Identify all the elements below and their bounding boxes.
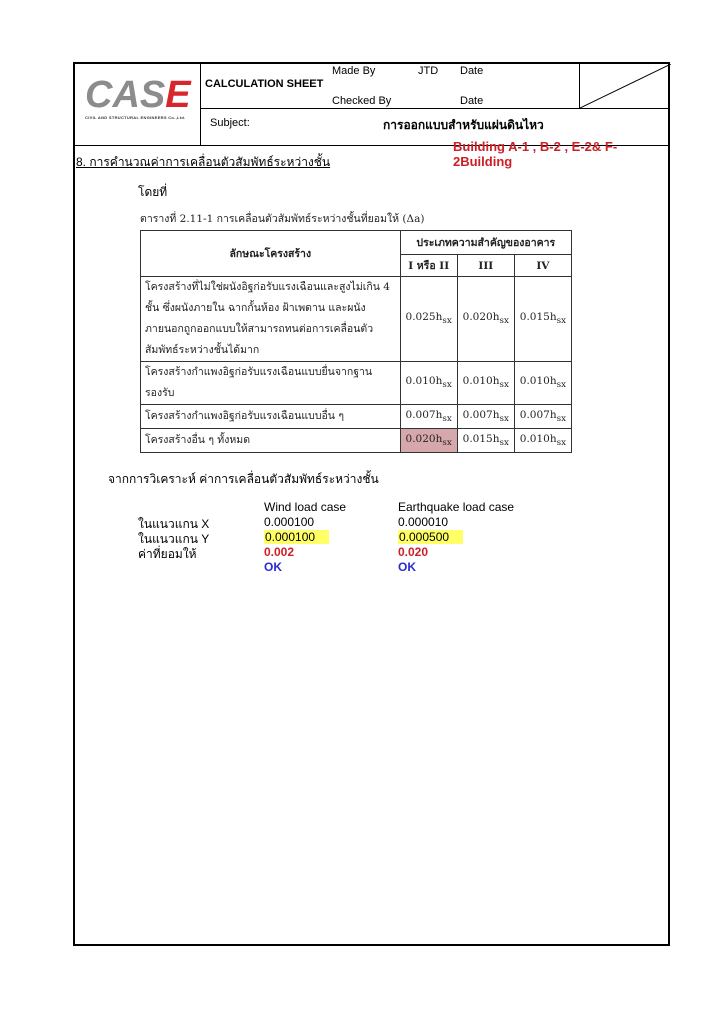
logo-subtitle: CIVIL AND STRUCTURAL ENGINEERS Co.,Ltd. bbox=[85, 115, 186, 120]
col-header-wind: Wind load case bbox=[264, 500, 347, 514]
building-title: Building A-1 , B-2 , E-2& F-2Building bbox=[453, 139, 618, 169]
allowable-wind: 0.002 bbox=[264, 545, 295, 559]
check-wind: OK bbox=[264, 560, 282, 574]
row-desc: โครงสร้างกำแพงอิฐก่อรับแรงเฉือนแบบยื่นจากฐานรองรับ bbox=[141, 362, 401, 405]
row-desc: โครงสร้างที่ไม่ใช่ผนังอิฐก่อรับแรงเฉือนและสูงไม่เกิน 4 ชั้น ซึ่งผนังภายใน ฉากกั้นห้อง ฝ้าเพดาน และผนังภายนอกถูกออกแบบให้สามารถทนต่อการเคลื่อนตัวสัมพัทธ์ระหว่างชั้นได้มาก bbox=[141, 277, 401, 362]
cell-value: $0.007h_{sx}$ bbox=[457, 405, 514, 429]
section-title: 8. การคำนวณค่าการเคลื่อนตัวสัมพัทธ์ระหว่างชั้น bbox=[76, 155, 331, 169]
col-header-earthquake: Earthquake load case bbox=[398, 500, 515, 514]
col-header-cat-2: III bbox=[457, 255, 514, 277]
table-caption: ตารางที่ 2.11-1 การเคลื่อนตัวสัมพัทธ์ระหว่างชั้นที่ยอมให้ (Δa) bbox=[140, 213, 425, 225]
header-divider-horizontal bbox=[200, 108, 670, 109]
diagonal-slash-mark bbox=[580, 64, 671, 108]
logo-text-main: CAS bbox=[85, 74, 166, 116]
col-header-cat-3: IV bbox=[514, 255, 571, 277]
row-y-eq: 0.000500 bbox=[398, 530, 463, 544]
row-x-wind: 0.000100 bbox=[264, 515, 315, 529]
made-by-label: Made By bbox=[332, 65, 376, 77]
logo-text-accent: E bbox=[165, 74, 191, 116]
cell-value: $0.025h_{sx}$ bbox=[400, 277, 457, 362]
analysis-intro: จากการวิเคราะห์ ค่าการเคลื่อนตัวสัมพัทธ์ระหว่างชั้น bbox=[108, 472, 379, 486]
made-by-value: JTD bbox=[418, 65, 439, 77]
table-row bbox=[141, 429, 572, 453]
cell-value-highlighted: $0.020h_{sx}$ bbox=[400, 429, 457, 453]
cell-value: $0.010h_{sx}$ bbox=[514, 429, 571, 453]
header-divider-logo bbox=[200, 64, 201, 145]
col-header-structure: ลักษณะโครงสร้าง bbox=[141, 231, 401, 277]
cell-value: $0.010h_{sx}$ bbox=[457, 362, 514, 405]
cell-value: $0.015h_{sx}$ bbox=[514, 277, 571, 362]
row-x-label: ในแนวแกน X bbox=[138, 517, 210, 531]
cell-value: $0.015h_{sx}$ bbox=[457, 429, 514, 453]
subject-value: การออกแบบสำหรับแผ่นดินไหว bbox=[383, 118, 544, 132]
sheet-title: CALCULATION SHEET bbox=[205, 78, 324, 90]
row-y-wind: 0.000100 bbox=[264, 530, 329, 544]
cell-value: $0.010h_{sx}$ bbox=[400, 362, 457, 405]
row-y-label: ในแนวแกน Y bbox=[138, 532, 210, 546]
cell-value: $0.020h_{sx}$ bbox=[457, 277, 514, 362]
allowable-drift-table bbox=[140, 230, 572, 453]
row-x-eq: 0.000010 bbox=[398, 515, 449, 529]
col-header-category-group: ประเภทความสำคัญของอาคาร bbox=[400, 231, 571, 255]
check-eq: OK bbox=[398, 560, 416, 574]
table-row bbox=[141, 277, 572, 362]
subject-label: Subject: bbox=[210, 117, 250, 129]
date-label-top: Date bbox=[460, 65, 484, 77]
checked-by-label: Checked By bbox=[332, 95, 392, 107]
cell-value: $0.007h_{sx}$ bbox=[514, 405, 571, 429]
cell-value: $0.010h_{sx}$ bbox=[514, 362, 571, 405]
cell-value: $0.007h_{sx}$ bbox=[400, 405, 457, 429]
row-desc: โครงสร้างอื่น ๆ ทั้งหมด bbox=[141, 429, 401, 453]
company-logo bbox=[85, 76, 195, 120]
table-row bbox=[141, 362, 572, 405]
date-label-bottom: Date bbox=[460, 95, 484, 107]
by-text: โดยที่ bbox=[138, 185, 168, 199]
table-row bbox=[141, 405, 572, 429]
allowable-label: ค่าที่ยอมให้ bbox=[138, 547, 197, 561]
allowable-eq: 0.020 bbox=[398, 545, 429, 559]
col-header-cat-1: I หรือ II bbox=[400, 255, 457, 277]
row-desc: โครงสร้างกำแพงอิฐก่อรับแรงเฉือนแบบอื่น ๆ bbox=[141, 405, 401, 429]
